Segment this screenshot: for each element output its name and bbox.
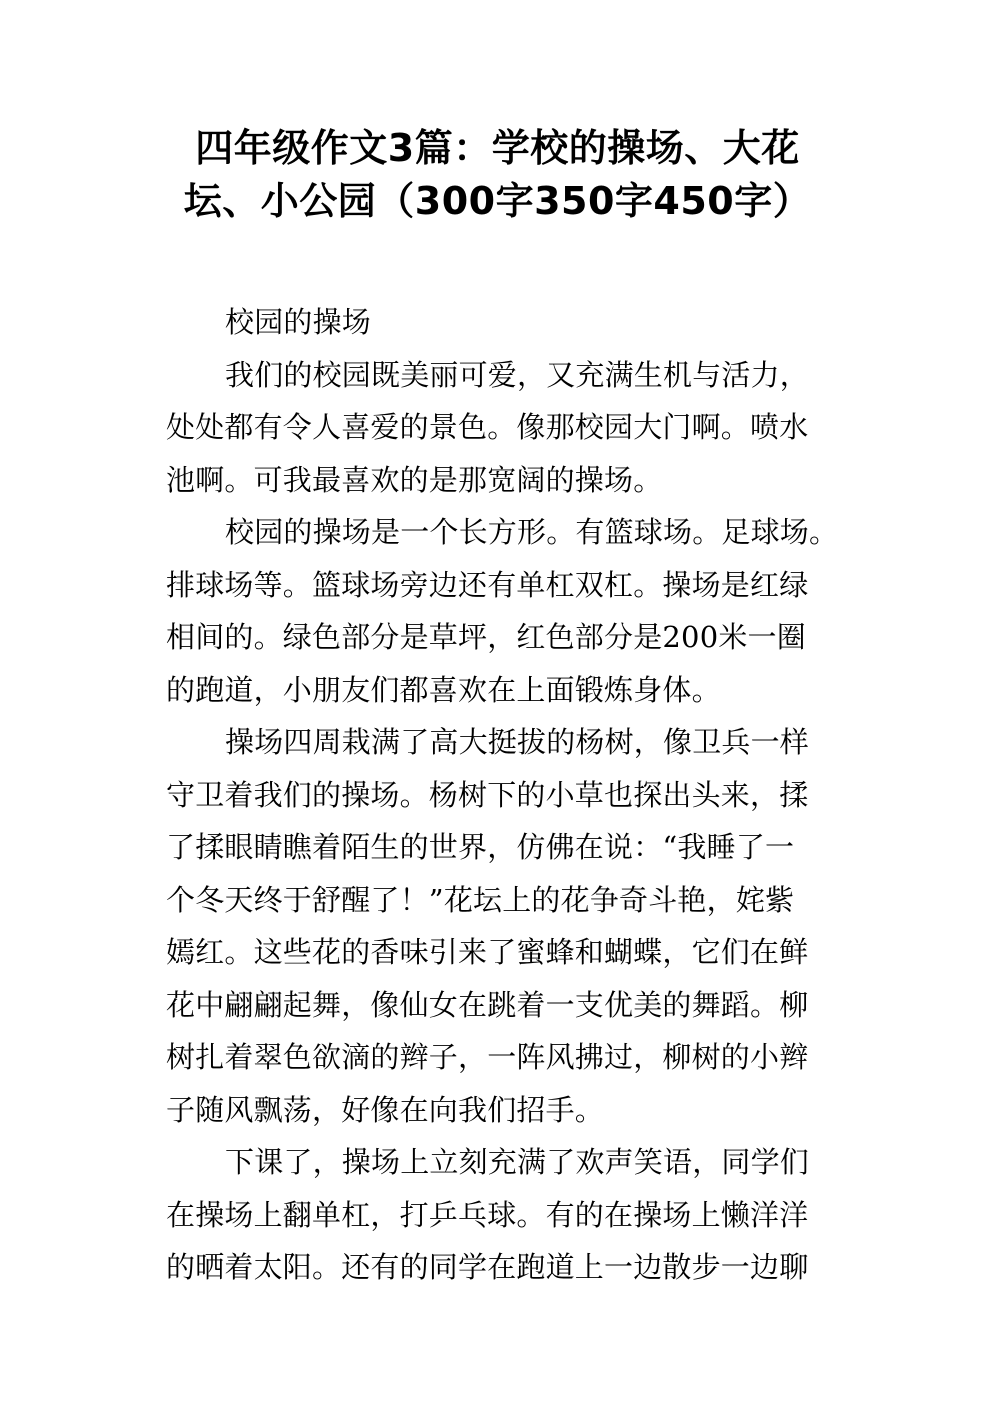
paragraph-line: 了揉眼睛瞧着陌生的世界，仿佛在说：“我睡了一 xyxy=(166,830,795,864)
paragraph-line: 在操场上翻单杠，打乒乓球。有的在操场上懒洋洋 xyxy=(166,1197,809,1232)
paragraph-line: 花中翩翩起舞，像仙女在跳着一支优美的舞蹈。柳 xyxy=(166,987,809,1022)
paragraph-line: 树扎着翠色欲滴的辫子，一阵风拂过，柳树的小辫 xyxy=(166,1040,809,1074)
paragraph-line: 我们的校园既美丽可爱，又充满生机与活力， xyxy=(225,357,810,392)
paragraph-line: 处处都有令人喜爱的景色。像那校园大门啊。喷水 xyxy=(166,410,809,444)
document-body xyxy=(166,296,846,1294)
paragraph-line: 操场四周栽满了高大挺拔的杨树，像卫兵一样 xyxy=(225,725,810,759)
paragraph xyxy=(166,1136,846,1294)
paragraph-line: 的晒着太阳。还有的同学在跑道上一边散步一边聊 xyxy=(166,1250,809,1284)
paragraph xyxy=(166,506,846,716)
paragraph-line: 相间的。绿色部分是草坪，红色部分是200米一圈 xyxy=(166,620,806,654)
paragraph-line: 嫣红。这些花的香味引来了蜜蜂和蝴蝶，它们在鲜 xyxy=(166,935,809,969)
paragraph-line: 排球场等。篮球场旁边还有单杠双杠。操场是红绿 xyxy=(166,567,809,602)
paragraph-line: 的跑道，小朋友们都喜欢在上面锻炼身体。 xyxy=(166,672,721,707)
paragraph-line: 守卫着我们的操场。杨树下的小草也探出头来，揉 xyxy=(166,777,809,812)
paragraph xyxy=(166,349,846,507)
paragraph-line: 校园的操场 xyxy=(225,305,372,339)
paragraph-line: 校园的操场是一个长方形。有篮球场。足球场。 xyxy=(225,515,839,549)
paragraph xyxy=(166,716,846,1136)
paragraph-line: 池啊。可我最喜欢的是那宽阔的操场。 xyxy=(166,462,663,497)
paragraph-line: 下课了，操场上立刻充满了欢声笑语，同学们 xyxy=(225,1145,810,1179)
title-line: 四年级作文3篇：学校的操场、大花 xyxy=(195,126,800,170)
section-heading xyxy=(166,296,846,349)
document-title xyxy=(120,122,875,228)
paragraph-line: 子随风飘荡，好像在向我们招手。 xyxy=(166,1092,605,1127)
title-line: 坛、小公园（300字350字450字） xyxy=(183,179,812,223)
paragraph-line: 个冬天终于舒醒了！”花坛上的花争奇斗艳，姹紫 xyxy=(166,882,795,917)
